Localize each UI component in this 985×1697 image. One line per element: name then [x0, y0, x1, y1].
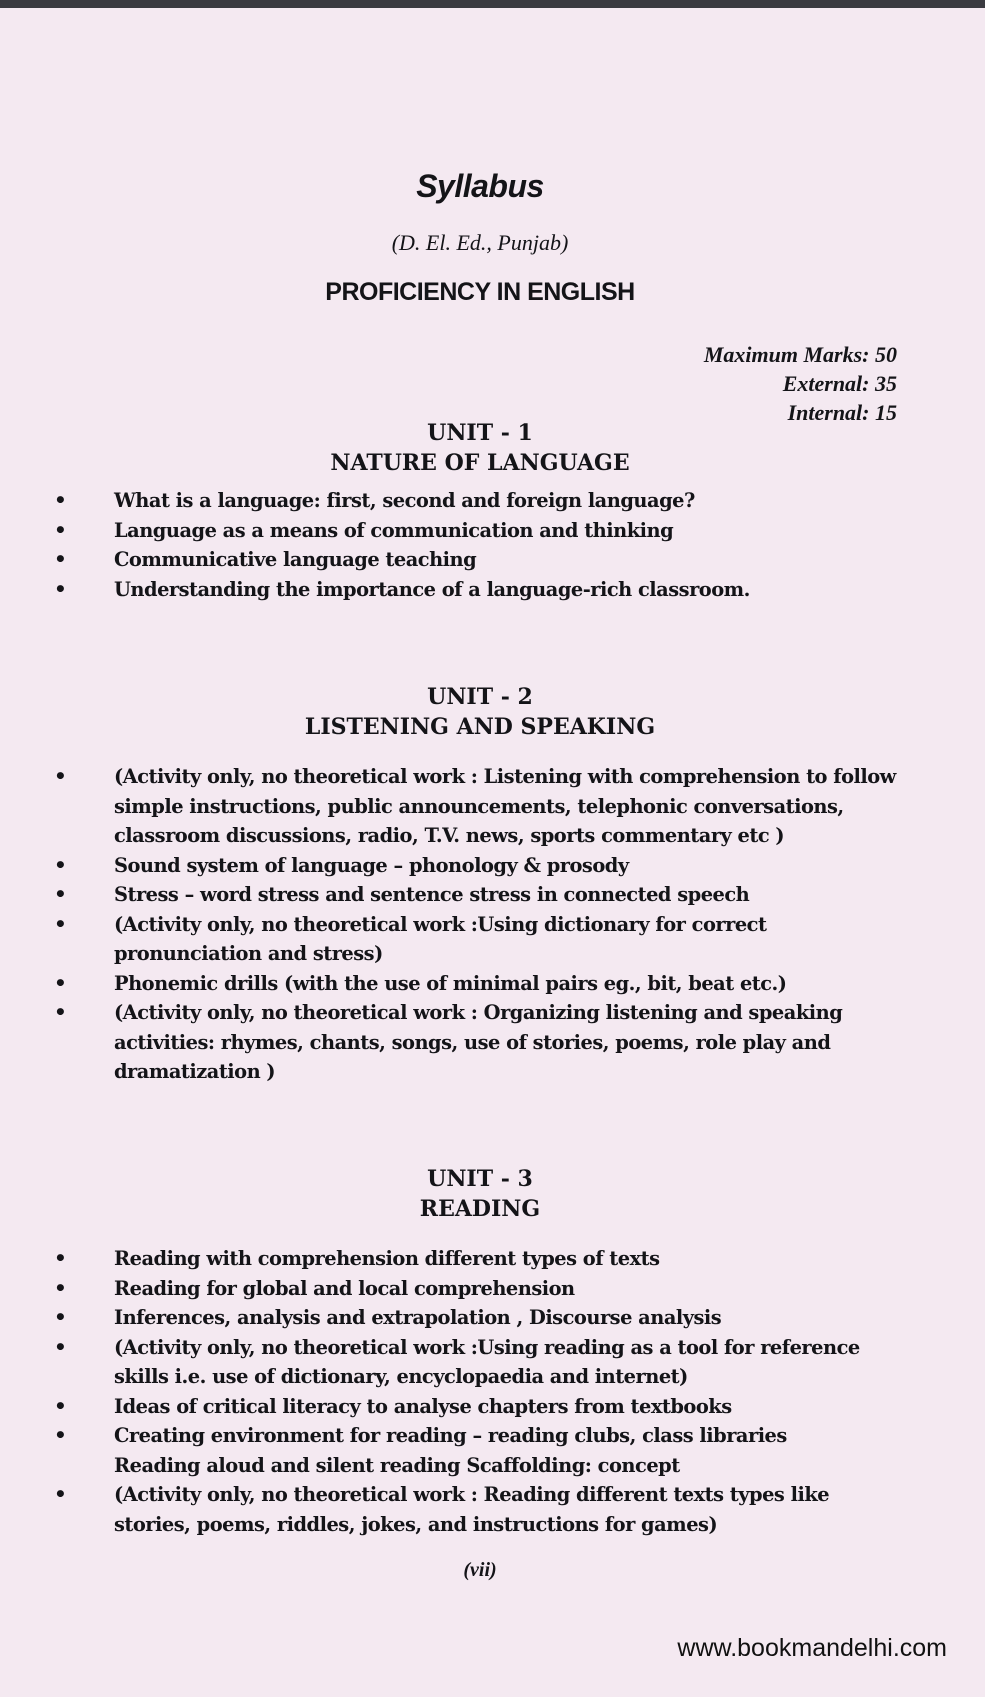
unit-name: NATURE OF LANGUAGE: [330, 450, 630, 476]
list-item: • (Activity only, no theoretical work : Listening with comprehension to follow simple instructions, public announcements, telephonic conversations, classroom discussions, radio, T.V. news, sports commentary etc ): [54, 764, 896, 847]
unit-1-list: [50, 486, 910, 604]
bullet-icon: •: [54, 1393, 67, 1418]
list-item: • Ideas of critical literacy to analyse chapters from textbooks: [50, 1392, 910, 1422]
list-item: • Reading for global and local comprehension: [50, 1274, 910, 1304]
scan-top-edge: [0, 0, 985, 8]
list-item: • (Activity only, no theoretical work :Using dictionary for correct pronunciation and stress): [54, 911, 767, 965]
list-item: • Communicative language teaching: [50, 545, 910, 575]
bullet-icon: •: [54, 1334, 67, 1359]
bullet-icon: •: [54, 1305, 67, 1329]
unit-number: UNIT - 3: [427, 1166, 533, 1192]
unit-3-list: [50, 1244, 910, 1539]
unit-3-heading: [0, 1164, 960, 1224]
maximum-marks: Maximum Marks: 50: [703, 342, 897, 367]
marks-block: [704, 340, 897, 427]
unit-name: LISTENING AND SPEAKING: [304, 714, 656, 740]
unit-2-heading: [0, 682, 960, 742]
list-item: • Sound system of language – phonology & prosody: [50, 851, 910, 881]
internal-marks: Internal: 15: [787, 400, 897, 425]
page-number: (vii): [463, 1559, 497, 1581]
list-item: • (Activity only, no theoretical work : Reading different texts types like stories, poems, riddles, jokes, and instructions for games): [54, 1482, 830, 1536]
list-item: • (Activity only, no theoretical work : Organizing listening and speaking activities: rhymes, chants, songs, use of stories, poems, role play and dramatization ): [54, 1000, 843, 1083]
unit-number: UNIT - 1: [427, 420, 533, 446]
list-item: • Understanding the importance of a language-rich classroom.: [50, 575, 910, 605]
list-item: • Reading with comprehension different types of texts: [50, 1244, 910, 1274]
bullet-icon: •: [54, 970, 67, 995]
bullet-icon: •: [54, 882, 67, 906]
list-item: • (Activity only, no theoretical work :Using reading as a tool for reference skills i.e. use of dictionary, encyclopaedia and internet): [54, 1334, 860, 1388]
unit-name: READING: [419, 1196, 541, 1222]
list-item: • Language as a means of communication and thinking: [50, 516, 910, 546]
bullet-icon: •: [54, 1246, 67, 1270]
bullet-icon: •: [54, 517, 67, 542]
bullet-icon: •: [54, 764, 67, 788]
unit-number: UNIT - 2: [427, 684, 533, 710]
list-item: • Creating environment for reading – reading clubs, class libraries: [50, 1421, 910, 1451]
bullet-icon: •: [54, 1482, 67, 1506]
course-subtitle: (D. El. Ed., Punjab): [391, 230, 569, 255]
page-title: Syllabus: [416, 168, 544, 204]
bullet-icon: •: [54, 852, 67, 877]
list-item: • Stress – word stress and sentence stress in connected speech: [50, 880, 910, 910]
bullet-icon: •: [54, 911, 67, 936]
list-item: • Inferences, analysis and extrapolation , Discourse analysis: [50, 1303, 910, 1333]
list-item: • Phonemic drills (with the use of minimal pairs eg., bit, beat etc.): [50, 969, 910, 999]
bullet-icon: •: [54, 488, 67, 512]
subject-heading: PROFICIENCY IN ENGLISH: [325, 278, 635, 306]
bullet-icon: •: [54, 1423, 67, 1447]
bullet-icon: •: [54, 1275, 67, 1300]
bullet-icon: •: [54, 1000, 67, 1024]
unit-2-list: [50, 762, 910, 1087]
list-item: Reading aloud and silent reading Scaffolding: concept: [114, 1453, 680, 1477]
bullet-icon: •: [54, 547, 67, 571]
unit-1-heading: [0, 418, 960, 478]
website-watermark: www.bookmandelhi.com: [677, 1634, 947, 1662]
external-marks: External: 35: [782, 371, 897, 396]
list-item: • What is a language: first, second and foreign language?: [50, 486, 910, 516]
bullet-icon: •: [54, 576, 67, 601]
